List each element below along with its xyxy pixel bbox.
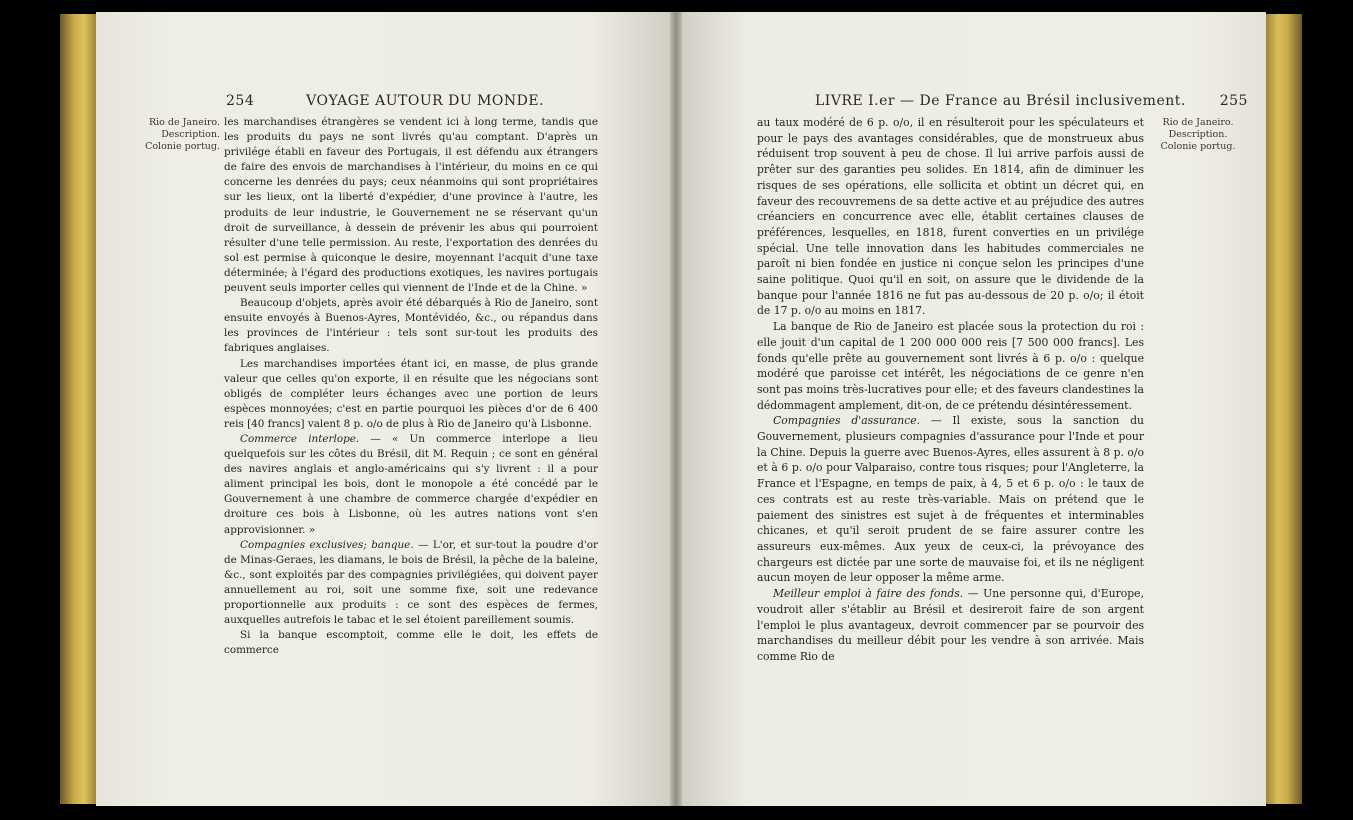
paragraph [757,413,1144,586]
paragraph: Beaucoup d'objets, après avoir été débarqués à Rio de Janeiro, sont ensuite envoyés à Buenos-Ayres, Montévidéo, &c., ou répandus dans les provinces de l'intérieur : tels sont sur-tout les produits des fabriques anglaises. [224,297,598,355]
section-title: Commerce interlope. [240,432,360,445]
paragraph [224,432,598,538]
right-margin-notes [1150,117,1246,153]
right-running-title: LIVRE I.er — De France au Brésil inclusivement. [815,93,1186,109]
right-running-head [815,93,1248,109]
margin-note: Rio de Janeiro. [148,117,220,128]
book-gutter [670,12,682,806]
paragraph: La banque de Rio de Janeiro est placée sous la protection du roi : elle jouit d'un capital de 1 200 000 000 reis [7 500 000 francs]. Les fonds qu'elle prête au gouvernement sont livrés à 6 p. o/o : quelque modéré que paroisse cet intérêt, les négociations de ce genre n'en sont pas moins très-lucratives pour elle; et des faveurs clandestines la dédommagent amplement, dit-on, de ce prétendu désintéressement. [757,320,1144,412]
paragraph [224,538,598,629]
paragraph: Les marchandises importées étant ici, en masse, de plus grande valeur que celles qu'on exporte, il en résulte que les négocians sont obligés de compléter leurs échanges avec une portion de leurs espèces monnoyées; c'est en partie pourquoi les pièces d'or de 6 400 reis [40 francs] valent 8 p. o/o de plus à Rio de Janeiro qu'à Lisbonne. [224,357,598,430]
paragraph: au taux modéré de 6 p. o/o, il en résulteroit pour les spéculateurs et pour le pays des avantages considérables, que de monstrueux abus réduisent trop souvent à peu de chose. Il lui arrive parfois aussi de prêter sur des garanties peu solides. En 1814, afin de diminuer les risques de ses opérations, elle sollicita et obtint un décret qui, en faveur des recouvremens de sa dette active et au préjudice des autres créanciers en concurrence avec elle, établit certaines clauses de préférences, lesquelles, en 1818, furent converties en un privilége spécial. Une telle innovation dans les habitudes commerciales ne paroît ni bien fondée en justice ni conçue selon les principes d'une saine politique. Quoi qu'il en soit, on assure que le dividende de la banque pour l'année 1816 ne fut pas au-dessous de 20 p. o/o; il étoit de 17 p. o/o au moins en 1817. [757,116,1144,318]
left-running-title: VOYAGE AUTOUR DU MONDE. [306,93,545,109]
paragraph: Si la banque escomptoit, comme elle le doit, les effets de commerce [224,629,598,657]
section-body: — Une personne qui, d'Europe, voudroit aller s'établir au Brésil et desireroit faire de son argent l'emploi le plus avantageux, devroit commencer par se pourvoir des marchandises du meilleur débit pour les vendre à son arrivée. Mais comme Rio de [757,587,1144,663]
page-edges-left [60,14,100,804]
section-title: Meilleur emploi à faire des fonds. [773,587,964,601]
left-body-text [224,115,598,658]
section-title: Compagnies d'assurance. [773,414,921,428]
margin-note: Description. [1168,129,1228,140]
left-page-number: 254 [226,93,255,109]
section-title: Compagnies exclusives; banque. [240,538,414,551]
margin-note: Colonie portug. [1160,141,1236,152]
left-running-head [226,93,544,109]
page-edges-right [1262,14,1302,804]
left-margin-notes [134,117,220,153]
right-body-text [757,115,1144,665]
margin-note: Description. [161,129,220,140]
section-body: — L'or, et sur-tout la poudre d'or de Minas-Geraes, les diamans, le bois de Brésil, la pêche de la baleine, &c., sont exploités par des compagnies privilégiées, qui doivent payer annuellement au roi, soit une somme fixe, soit une redevance proportionnelle aux produits : ce sont des espèces de fermes, auxquelles autrefois le tabac et le sel étoient pareillement soumis. [224,538,598,627]
margin-note: Rio de Janeiro. [1162,117,1234,128]
right-page-number: 255 [1219,93,1248,109]
margin-note: Colonie portug. [145,141,220,152]
paragraph: les marchandises étrangères se vendent ici à long terme, tandis que les produits du pays ne sont livrés qu'au comptant. D'après un privilége établi en faveur des Portugais, il est défendu aux étrangers de faire des envois de marchandises à l'intérieur, du moins en ce qui concerne les denrées du pays; ceux néanmoins qui sont propriétaires sur les lieux, ont la liberté d'expédier, d'une province à l'autre, les produits de leur industrie, le Gouvernement ne se réservant qu'un droit de surveillance, à dessein de prévenir les abus qui pourroient résulter d'une telle permission. Au reste, l'exportation des denrées du sol est permise à quiconque le desire, moyennant l'acquit d'une taxe déterminée; à l'égard des productions exotiques, les navires portugais peuvent seuls importer celles qui viennent de l'Inde et de la Chine. » [224,116,598,295]
section-body: — Il existe, sous la sanction du Gouvernement, plusieurs compagnies d'assurance pour l'Inde et pour la Chine. Depuis la guerre avec Buenos-Ayres, elles assurent à 8 p. o/o et à 6 p. o/o pour Valparaiso, contre tous risques; pour l'Angleterre, la France et l'Espagne, en temps de paix, à 4, 5 et 6 p. o/o : le taux de ces contrats est au reste très-variable. Mais on prétend que le paiement des sinistres est sujet à de fréquentes et interminables chicanes, et qu'il seroit prudent de se faire assurer contre les assureurs eux-mêmes. Aux yeux de ceux-ci, la prévoyance des chargeurs est dictée par une sorte de mauvaise foi, et ils ne négligent aucun moyen de leur opposer la même arme. [757,414,1144,585]
section-body: — « Un commerce interlope a lieu quelquefois sur les côtes du Brésil, dit M. Requin ; ce sont en général des navires anglais et anglo-américains qui s'y livrent : il a pour aliment principal les bois, dont le monopole a été concédé par le Gouvernement à une chambre de commerce chargée d'expédier en droiture ces bois à Lisbonne, où les autres nations vont s'en approvisionner. » [224,432,598,536]
paragraph [757,586,1144,665]
